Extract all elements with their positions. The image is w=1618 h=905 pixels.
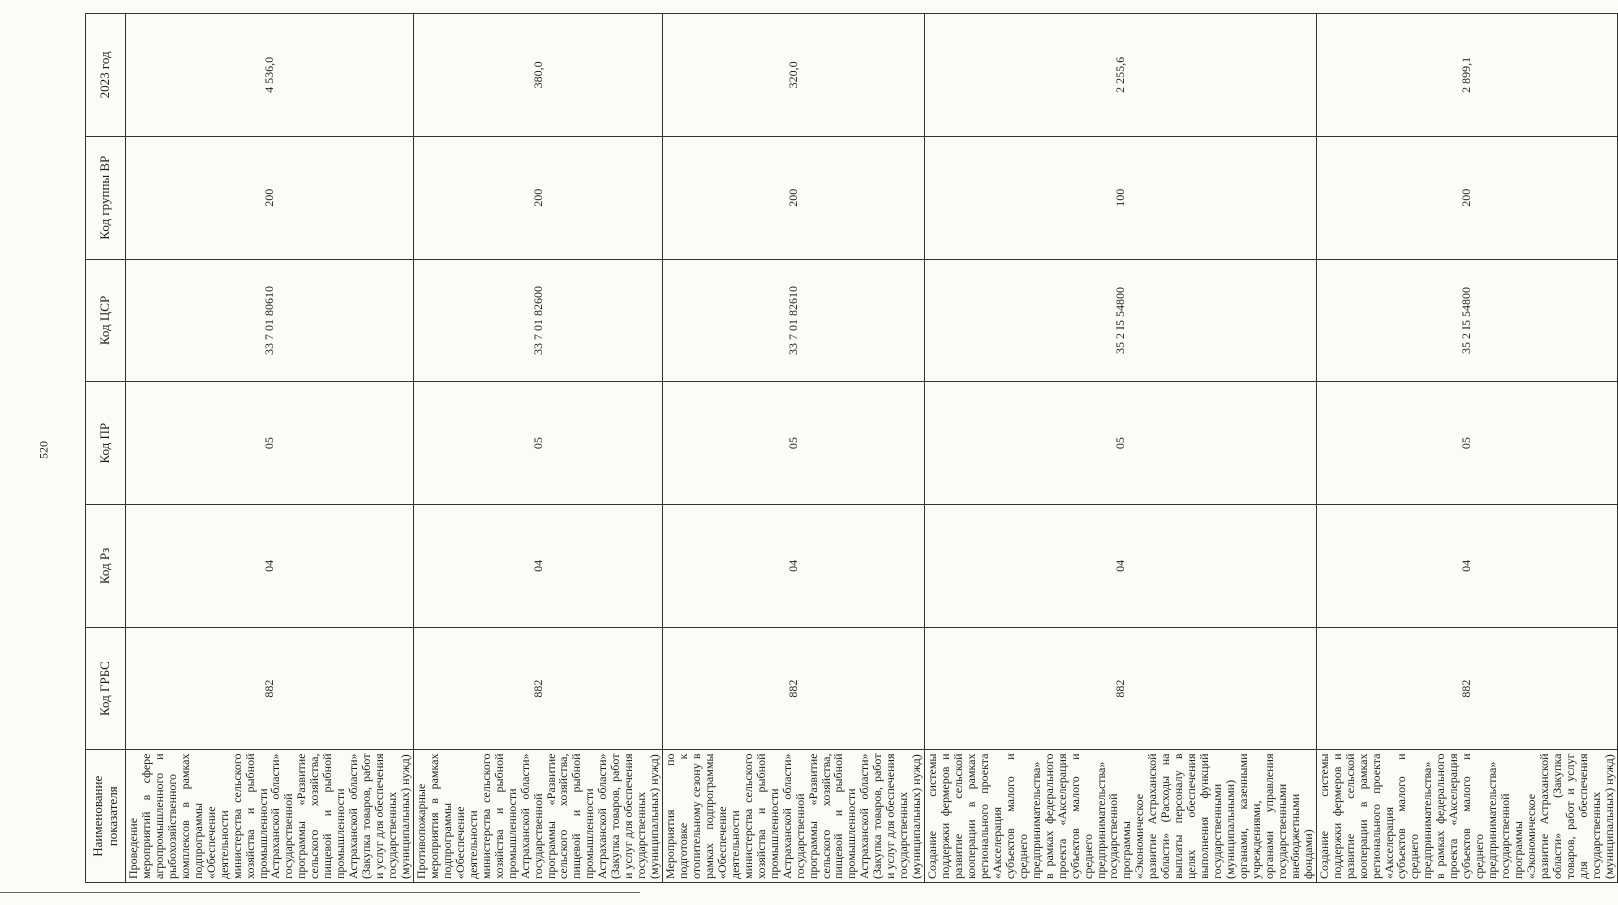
row-name: Мероприятия по подготовке к отопительному сезону в рамках подпрограммы «Обеспечение деятельности министерства сельского хозяйства и рыбной промышленности Астраханской области» государственной программы «Развитие сельского хозяйства, пищевой и рыбной промышленности Астраханской области» (Закупка товаров, работ и услуг для обеспечения государственных (муниципальных) нужд) [663,750,925,883]
row-rz: 04 [925,505,1317,628]
bottom-scan-edge [0,892,640,893]
row-rz: 04 [663,505,925,628]
row-csr: 35 2 I5 54800 [925,259,1317,382]
table-row [663,14,925,883]
header-pr: Код ПР [86,382,126,505]
row-csr: 35 2 I5 54800 [1316,259,1617,382]
row-name: Противопожарные мероприятия в рамках подпрограммы «Обеспечение деятельности министерства сельского хозяйства и рыбной промышленности Астраханской области» государственной программы «Развитие сельского хозяйства, пищевой и рыбной промышленности Астраханской области» (Закупка товаров, работ и услуг для обеспечения государственных (муниципальных) нужд) [413,750,662,883]
header-indicator-name: Наименование показателя [86,750,126,883]
row-vr: 100 [925,136,1317,259]
row-csr: 33 7 01 80610 [126,259,414,382]
row-amount: 320,0 [663,14,925,137]
row-grbs: 882 [126,627,414,750]
row-grbs: 882 [663,627,925,750]
header-vr: Код группы ВР [86,136,126,259]
row-name: Создание системы поддержки фермеров и развитие сельской кооперации в рамках регионального проекта «Акселерация субъектов малого и среднего предпринимательства» в рамках федерального проекта «Акселерация субъектов малого и среднего предпринимательства» государственной программы «Экономическое развитие Астраханской области» (Расходы на выплаты персоналу в целях обеспечения выполнения функций государственными (муниципальными) органами, казенными учреждениями, органами управления государственными внебюджетными фондами) [925,750,1317,883]
row-csr: 33 7 01 82610 [663,259,925,382]
row-name: Создание системы поддержки фермеров и развитие сельской кооперации в рамках регионального проекта «Акселерация субъектов малого и среднего предпринимательства» в рамках федерального проекта «Акселерация субъектов малого и среднего предпринимательства» государственной программы «Экономическое развитие Астраханской области» (Закупка товаров, работ и услуг для обеспечения государственных (муниципальных) нужд) [1316,750,1617,883]
row-pr: 05 [126,382,414,505]
header-grbs: Код ГРБС [86,627,126,750]
header-csr: Код ЦСР [86,259,126,382]
row-csr: 33 7 01 82600 [413,259,662,382]
row-rz: 04 [413,505,662,628]
table-row [925,14,1317,883]
row-amount: 2 899,1 [1316,14,1617,137]
table-row [1316,14,1617,883]
page-number: 520 [36,441,51,459]
rotated-table-container [85,13,1616,883]
row-amount: 2 255,6 [925,14,1317,137]
header-rz: Код Рз [86,505,126,628]
row-grbs: 882 [925,627,1317,750]
row-grbs: 882 [1316,627,1617,750]
table-row [126,14,414,883]
row-pr: 05 [925,382,1317,505]
table-row [413,14,662,883]
row-pr: 05 [1316,382,1617,505]
header-year: 2023 год [86,14,126,137]
row-vr: 200 [413,136,662,259]
row-pr: 05 [413,382,662,505]
budget-table [85,13,1618,883]
row-rz: 04 [1316,505,1617,628]
row-vr: 200 [663,136,925,259]
row-amount: 4 536,0 [126,14,414,137]
row-name: Проведение мероприятий в сфере агропромышленного и рыбохозяйственного комплексов в рамках подпрограммы «Обеспечение деятельности министерства сельского хозяйства и рыбной промышленности Астраханской области» государственной программы «Развитие сельского хозяйства, пищевой и рыбной промышленности Астраханской области» (Закупка товаров, работ и услуг для обеспечения государственных (муниципальных) нужд) [126,750,414,883]
row-amount: 380,0 [413,14,662,137]
row-grbs: 882 [413,627,662,750]
row-rz: 04 [126,505,414,628]
row-vr: 200 [1316,136,1617,259]
row-pr: 05 [663,382,925,505]
row-vr: 200 [126,136,414,259]
